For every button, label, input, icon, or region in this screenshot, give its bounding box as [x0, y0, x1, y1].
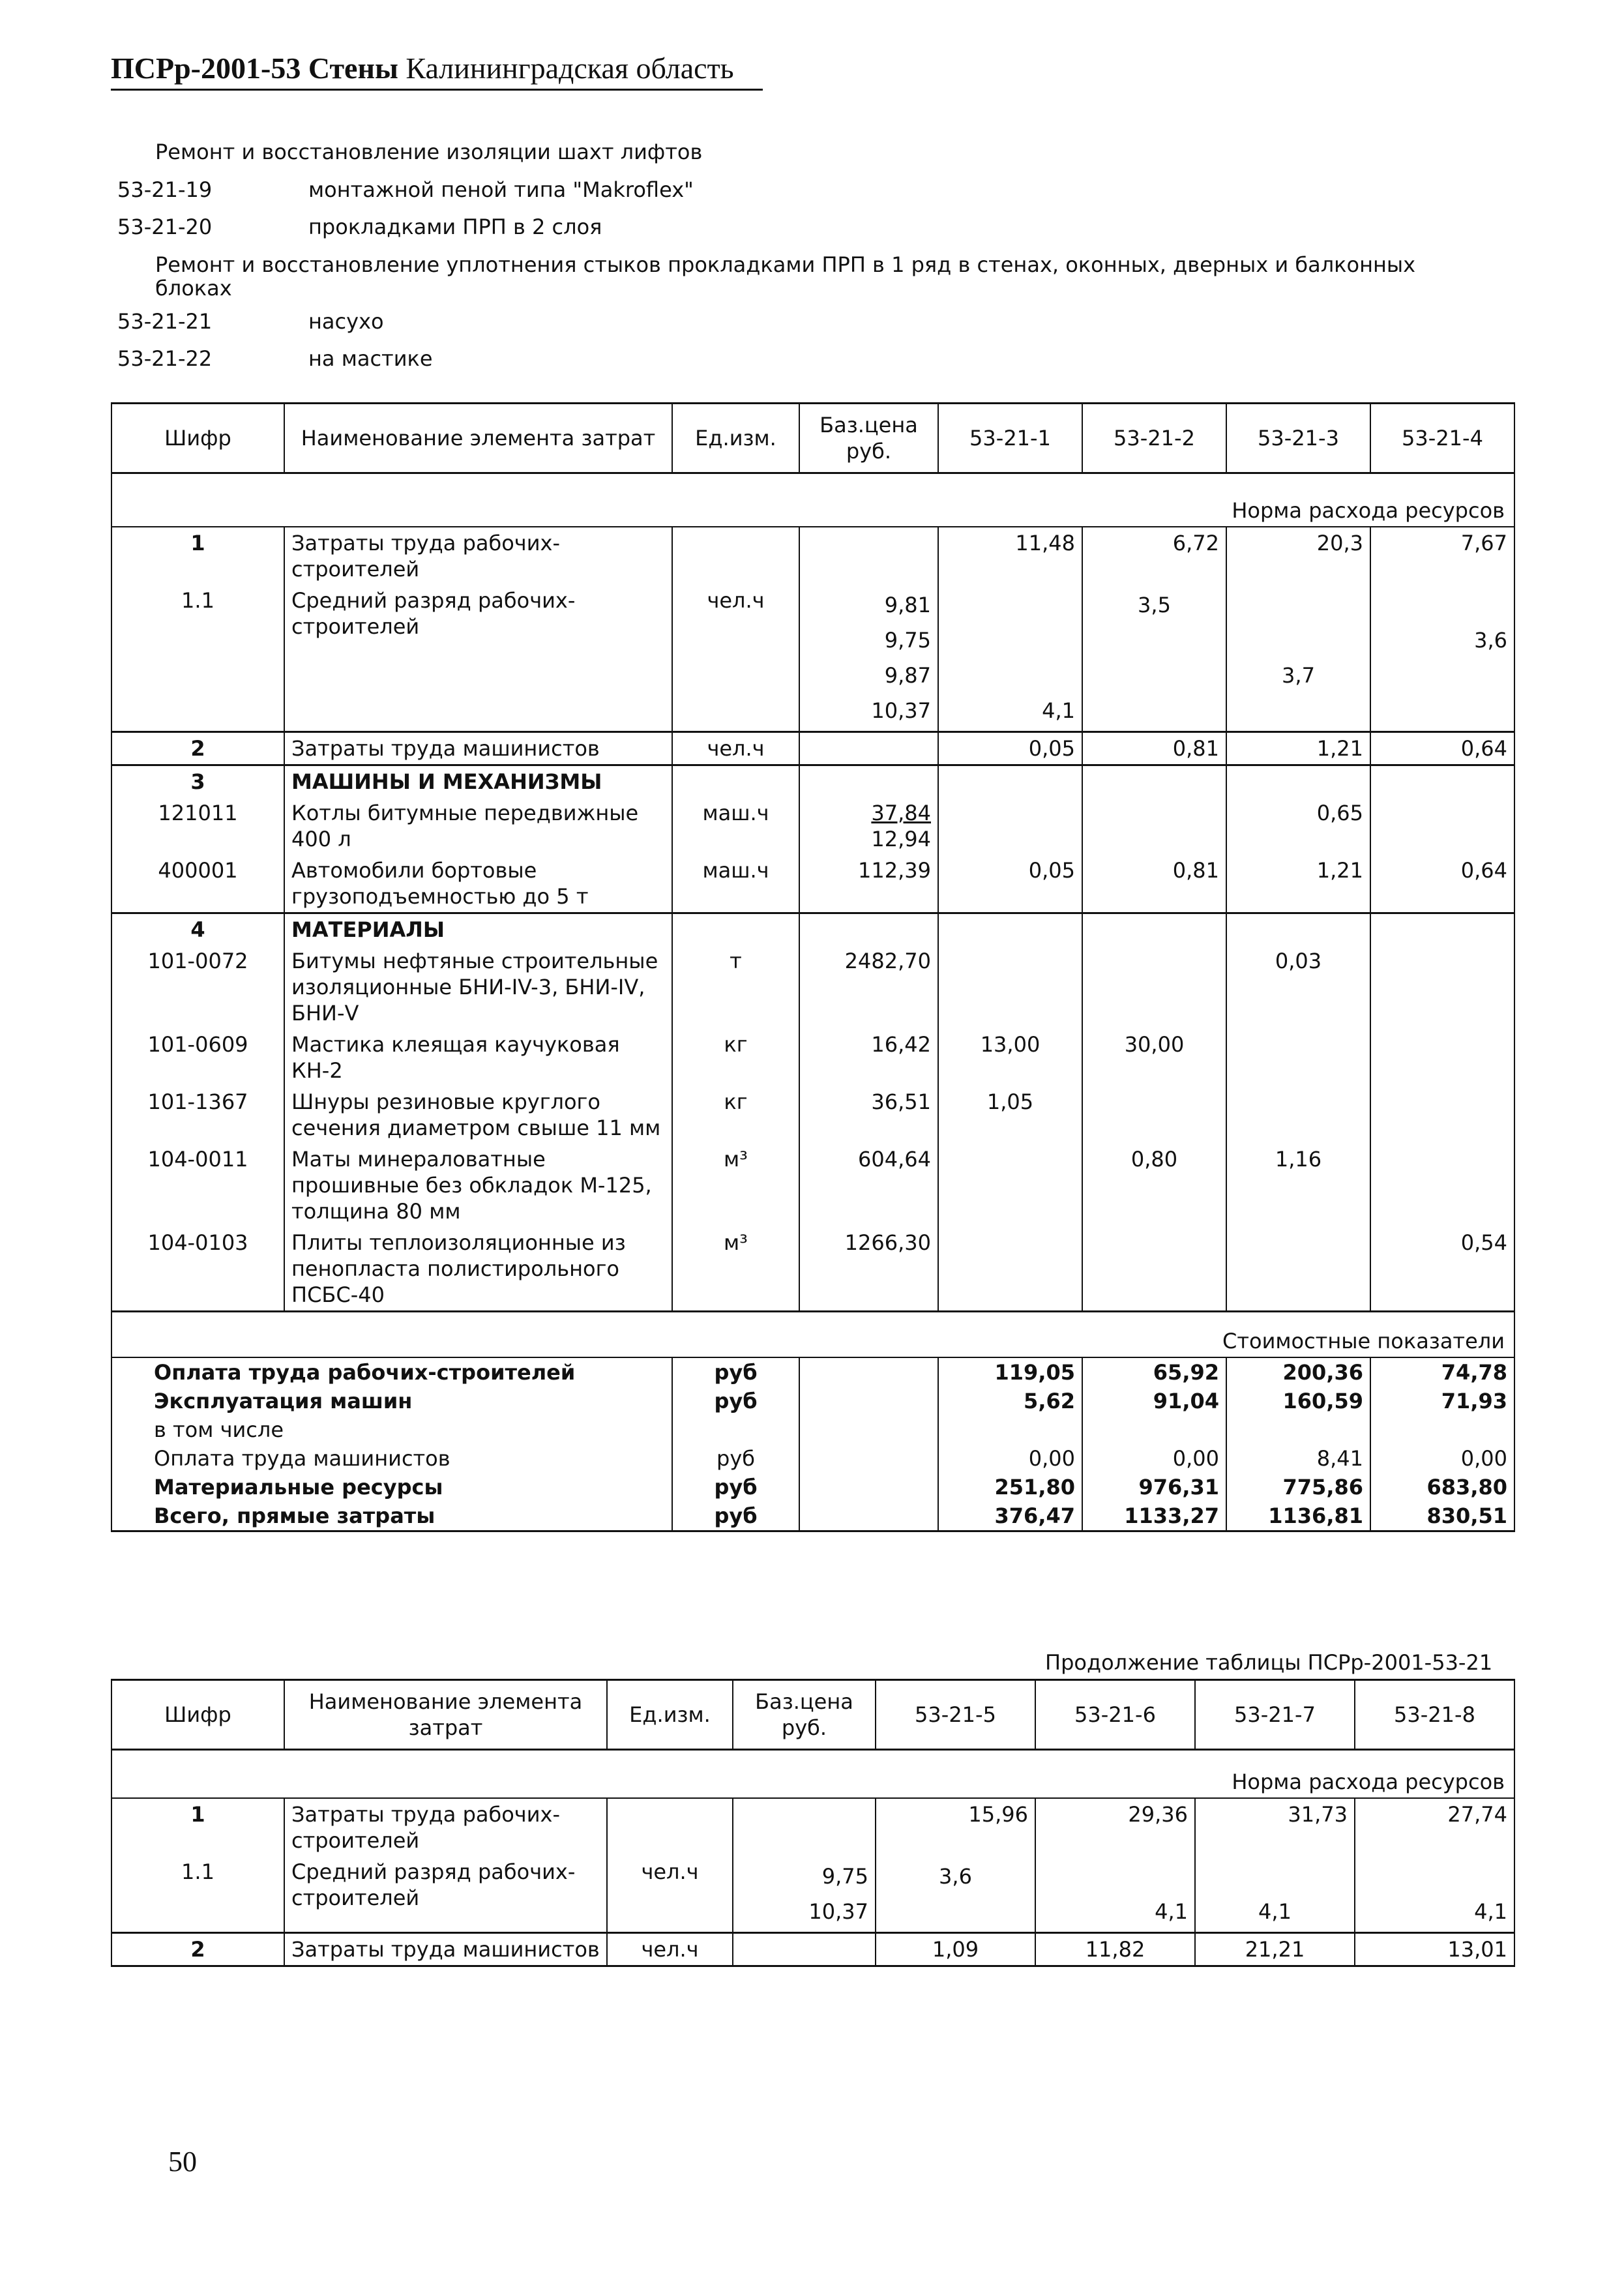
item-code: 53-21-21	[117, 309, 213, 334]
row-name: Затраты труда машинистов	[284, 732, 672, 765]
row-value: 0,03	[1226, 945, 1370, 1029]
price-value: 37,84	[871, 801, 931, 825]
col-header: Шифр	[111, 404, 284, 473]
row-price: 604,64	[799, 1144, 938, 1227]
table-row	[111, 1856, 1514, 1933]
header-region: Калининградская область	[406, 52, 734, 85]
cost-value: 119,05	[938, 1357, 1082, 1387]
row-unit: т	[672, 945, 799, 1029]
row-price: 1266,30	[799, 1227, 938, 1312]
row-code: 2	[111, 732, 284, 765]
col-header: 53-21-2	[1082, 404, 1226, 473]
cost-value: 74,78	[1370, 1357, 1514, 1387]
cost-unit	[672, 1415, 799, 1444]
row-value	[1362, 1859, 1507, 1894]
row-value: 0,80	[1082, 1144, 1226, 1227]
row-name: Средний разряд рабочих-строителей	[284, 585, 672, 732]
price-value: 10,37	[871, 698, 931, 723]
table-row	[111, 1933, 1514, 1966]
resource-table-1	[111, 402, 1515, 1532]
price-value: 9,81	[884, 593, 931, 617]
row-value	[1370, 1144, 1514, 1227]
cost-value: 65,92	[1082, 1357, 1226, 1387]
row-unit: чел.ч	[607, 1856, 733, 1933]
row-value: 3,7	[1282, 663, 1315, 688]
table-header-row	[111, 1680, 1514, 1750]
group2-title-cont: блоках	[155, 276, 232, 301]
cost-value: 91,04	[1082, 1387, 1226, 1415]
row-value: 11,48	[938, 527, 1082, 585]
row-name: Шнуры резиновые круглого сечения диаметром свыше 11 мм	[284, 1086, 672, 1144]
row-value: 4,1	[1042, 698, 1075, 723]
row-value: 30,00	[1082, 1029, 1226, 1086]
table-row	[111, 1798, 1514, 1856]
row-value: 0,64	[1370, 732, 1514, 765]
row-value-list	[1355, 1856, 1514, 1933]
continuation-caption: Продолжение таблицы ПСРр-2001-53-21	[1045, 1650, 1493, 1675]
row-value: 29,36	[1035, 1798, 1195, 1856]
section-row	[111, 913, 1514, 946]
row-code: 400001	[111, 855, 284, 913]
cost-value: 200,36	[1226, 1357, 1370, 1387]
row-value: 11,82	[1035, 1933, 1195, 1966]
cost-value: 683,80	[1370, 1473, 1514, 1501]
row-unit: кг	[672, 1086, 799, 1144]
row-value-list	[1370, 585, 1514, 732]
row-value	[1370, 1029, 1514, 1086]
row-name: Маты минераловатные прошивные без обкладок М-125, толщина 80 мм	[284, 1144, 672, 1227]
cost-value: 8,41	[1226, 1444, 1370, 1473]
row-value: 0,05	[938, 732, 1082, 765]
cost-value: 376,47	[938, 1501, 1082, 1531]
cost-row	[111, 1473, 1514, 1501]
cost-row	[111, 1444, 1514, 1473]
row-price: 2482,70	[799, 945, 938, 1029]
row-code: 121011	[111, 797, 284, 855]
row-value: 4,1	[1155, 1899, 1188, 1924]
cost-row	[111, 1357, 1514, 1387]
price-value: 9,75	[821, 1864, 868, 1889]
row-code: 1.1	[111, 585, 284, 732]
table-row	[111, 855, 1514, 913]
row-value	[1202, 1859, 1348, 1894]
row-unit	[672, 527, 799, 585]
row-value: 13,00	[938, 1029, 1082, 1086]
cost-row	[111, 1387, 1514, 1415]
row-code: 104-0103	[111, 1227, 284, 1312]
row-value: 0,54	[1370, 1227, 1514, 1312]
cost-row	[111, 1501, 1514, 1531]
row-value	[945, 658, 1075, 693]
col-header: Баз.цена руб.	[799, 404, 938, 473]
row-value	[883, 1894, 1028, 1929]
cost-value: 251,80	[938, 1473, 1082, 1501]
row-value-list	[1195, 1856, 1355, 1933]
row-name: Автомобили бортовые грузоподъемностью до 5 т	[284, 855, 672, 913]
col-header: 53-21-1	[938, 404, 1082, 473]
col-header: Наименование элемента затрат	[284, 1680, 607, 1750]
cost-value	[1226, 1415, 1370, 1444]
row-name: Затраты труда рабочих-строителей	[284, 1798, 607, 1856]
row-name: Плиты теплоизоляционные из пенопласта полистирольного ПСБС-40	[284, 1227, 672, 1312]
cost-value: 0,00	[1370, 1444, 1514, 1473]
row-value	[938, 1144, 1082, 1227]
table-row	[111, 1144, 1514, 1227]
cost-unit: руб	[672, 1357, 799, 1387]
section-row	[111, 765, 1514, 798]
row-unit: чел.ч	[607, 1933, 733, 1966]
row-value: 1,05	[938, 1086, 1082, 1144]
norm-label: Норма расхода ресурсов	[111, 1750, 1514, 1799]
item-text: на мастике	[308, 346, 433, 371]
table-row	[111, 1086, 1514, 1144]
col-header: Наименование элемента затрат	[284, 404, 672, 473]
cost-value: 0,00	[1082, 1444, 1226, 1473]
row-value	[1089, 658, 1219, 693]
section-title: МАШИНЫ И МЕХАНИЗМЫ	[284, 765, 672, 798]
row-value	[1378, 587, 1507, 623]
col-header: 53-21-3	[1226, 404, 1370, 473]
row-value: 0,81	[1082, 732, 1226, 765]
row-value: 15,96	[876, 1798, 1035, 1856]
cost-value	[938, 1415, 1082, 1444]
row-name: Затраты труда рабочих-строителей	[284, 527, 672, 585]
row-name: Котлы битумные передвижные 400 л	[284, 797, 672, 855]
row-value: 3,6	[939, 1864, 972, 1889]
cost-value: 1136,81	[1226, 1501, 1370, 1531]
cost-value: 71,93	[1370, 1387, 1514, 1415]
row-value-list	[1082, 585, 1226, 732]
row-value-list	[876, 1856, 1035, 1933]
row-code: 2	[111, 1933, 284, 1966]
item-code: 53-21-20	[117, 214, 213, 239]
row-value: 1,16	[1226, 1144, 1370, 1227]
row-unit: чел.ч	[672, 732, 799, 765]
row-value	[945, 623, 1075, 658]
row-unit: кг	[672, 1029, 799, 1086]
row-name: Битумы нефтяные строительные изоляционные БНИ-IV-3, БНИ-IV, БНИ-V	[284, 945, 672, 1029]
row-value	[1378, 693, 1507, 728]
col-header: 53-21-4	[1370, 404, 1514, 473]
price-value: 9,87	[884, 663, 931, 688]
table-row	[111, 945, 1514, 1029]
row-value	[1370, 945, 1514, 1029]
row-price	[799, 732, 938, 765]
group1-title: Ремонт и восстановление изоляции шахт лифтов	[155, 140, 703, 164]
cost-row	[111, 1415, 1514, 1444]
row-code: 101-0609	[111, 1029, 284, 1086]
row-code: 1.1	[111, 1856, 284, 1933]
row-value: 7,67	[1370, 527, 1514, 585]
cost-value: 160,59	[1226, 1387, 1370, 1415]
row-name: Средний разряд рабочих-строителей	[284, 1856, 607, 1933]
row-unit: м³	[672, 1144, 799, 1227]
row-code: 1	[111, 527, 284, 585]
row-price-list	[733, 1856, 876, 1933]
cost-unit: руб	[672, 1501, 799, 1531]
row-value	[1378, 658, 1507, 693]
row-value	[938, 1227, 1082, 1312]
cost-value: 976,31	[1082, 1473, 1226, 1501]
row-value: 0,64	[1370, 855, 1514, 913]
cost-name: Эксплуатация машин	[111, 1387, 672, 1415]
col-header: Баз.цена руб.	[733, 1680, 876, 1750]
section-label-row	[111, 1312, 1514, 1358]
cost-name: в том числе	[111, 1415, 672, 1444]
item-code: 53-21-19	[117, 177, 213, 202]
col-header: Ед.изм.	[672, 404, 799, 473]
table-row	[111, 1227, 1514, 1312]
row-price: 16,42	[799, 1029, 938, 1086]
row-name: Мастика клеящая каучуковая КН-2	[284, 1029, 672, 1086]
col-header: 53-21-8	[1355, 1680, 1514, 1750]
row-value	[1082, 1086, 1226, 1144]
row-unit: м³	[672, 1227, 799, 1312]
row-value	[938, 797, 1082, 855]
row-code: 1	[111, 1798, 284, 1856]
cost-value: 830,51	[1370, 1501, 1514, 1531]
row-price: 112,39	[799, 855, 938, 913]
section-title: МАТЕРИАЛЫ	[284, 913, 672, 946]
table-row	[111, 1029, 1514, 1086]
row-price: 36,51	[799, 1086, 938, 1144]
row-code: 101-0072	[111, 945, 284, 1029]
col-header: 53-21-5	[876, 1680, 1035, 1750]
cost-value	[1370, 1415, 1514, 1444]
row-name: Затраты труда машинистов	[284, 1933, 607, 1966]
section-label-row	[111, 1750, 1514, 1799]
row-unit: маш.ч	[672, 797, 799, 855]
col-header: Шифр	[111, 1680, 284, 1750]
row-value	[1370, 797, 1514, 855]
cost-name: Материальные ресурсы	[111, 1473, 672, 1501]
row-value	[1082, 945, 1226, 1029]
row-value: 31,73	[1195, 1798, 1355, 1856]
cost-value: 5,62	[938, 1387, 1082, 1415]
row-value: 13,01	[1355, 1933, 1514, 1966]
row-code: 4	[111, 913, 284, 946]
row-value: 20,3	[1226, 527, 1370, 585]
row-value: 4,1	[1474, 1899, 1507, 1924]
cost-label: Стоимостные показатели	[111, 1312, 1514, 1358]
row-value	[1233, 623, 1363, 658]
row-value: 6,72	[1082, 527, 1226, 585]
cost-unit: руб	[672, 1444, 799, 1473]
row-value: 1,21	[1226, 855, 1370, 913]
row-value: 1,21	[1226, 732, 1370, 765]
header-section: Стены	[308, 52, 398, 85]
row-value	[1042, 1859, 1188, 1894]
cost-name: Оплата труда рабочих-строителей	[111, 1357, 672, 1387]
row-value	[1233, 587, 1363, 623]
page-header	[111, 51, 734, 85]
col-header: Ед.изм.	[607, 1680, 733, 1750]
row-value: 0,05	[938, 855, 1082, 913]
row-unit: чел.ч	[672, 585, 799, 732]
col-header: 53-21-7	[1195, 1680, 1355, 1750]
row-code: 101-1367	[111, 1086, 284, 1144]
item-code: 53-21-22	[117, 346, 213, 371]
cost-value: 0,00	[938, 1444, 1082, 1473]
header-underline	[111, 89, 763, 91]
col-header: 53-21-6	[1035, 1680, 1195, 1750]
row-value	[1370, 1086, 1514, 1144]
row-code: 104-0011	[111, 1144, 284, 1227]
table-row	[111, 585, 1514, 732]
row-value: 3,6	[1474, 628, 1507, 653]
row-value: 0,81	[1082, 855, 1226, 913]
resource-table-2	[111, 1679, 1515, 1967]
header-code: ПСРр-2001-53	[111, 52, 301, 85]
item-text: прокладками ПРП в 2 слоя	[308, 214, 602, 239]
item-text: насухо	[308, 309, 384, 334]
price-value: 12,94	[871, 827, 931, 851]
row-value	[1226, 1029, 1370, 1086]
table-row	[111, 732, 1514, 765]
row-value	[1233, 693, 1363, 728]
row-price	[799, 527, 938, 585]
cost-name: Оплата труда машинистов	[111, 1444, 672, 1473]
cost-value	[1082, 1415, 1226, 1444]
row-value	[1089, 623, 1219, 658]
row-value: 27,74	[1355, 1798, 1514, 1856]
cost-unit: руб	[672, 1473, 799, 1501]
row-value-list	[1226, 585, 1370, 732]
norm-label: Норма расхода ресурсов	[111, 473, 1514, 527]
cost-value: 775,86	[1226, 1473, 1370, 1501]
page-number: 50	[168, 2146, 197, 2178]
cost-value: 1133,27	[1082, 1501, 1226, 1531]
table-header-row	[111, 404, 1514, 473]
section-label-row	[111, 473, 1514, 527]
row-value: 1,09	[876, 1933, 1035, 1966]
row-value-list	[938, 585, 1082, 732]
row-value	[938, 945, 1082, 1029]
price-value: 9,75	[884, 628, 931, 653]
row-value: 0,65	[1226, 797, 1370, 855]
group2-title: Ремонт и восстановление уплотнения стыков прокладками ПРП в 1 ряд в стенах, оконных, дверных и балконных	[155, 252, 1416, 277]
row-value	[945, 587, 1075, 623]
price-value: 10,37	[808, 1899, 868, 1924]
table-row	[111, 797, 1514, 855]
table-row	[111, 527, 1514, 585]
row-unit: маш.ч	[672, 855, 799, 913]
row-value-list	[1035, 1856, 1195, 1933]
row-value: 21,21	[1195, 1933, 1355, 1966]
row-value	[1226, 1086, 1370, 1144]
row-value: 3,5	[1138, 593, 1171, 617]
row-code: 3	[111, 765, 284, 798]
row-value	[1082, 1227, 1226, 1312]
row-price-list	[799, 797, 938, 855]
cost-name: Всего, прямые затраты	[111, 1501, 672, 1531]
row-value	[1082, 797, 1226, 855]
row-value	[1089, 693, 1219, 728]
row-value	[1226, 1227, 1370, 1312]
row-value: 4,1	[1258, 1899, 1292, 1924]
cost-unit: руб	[672, 1387, 799, 1415]
row-price-list	[799, 585, 938, 732]
item-text: монтажной пеной типа "Makroflex"	[308, 177, 694, 202]
